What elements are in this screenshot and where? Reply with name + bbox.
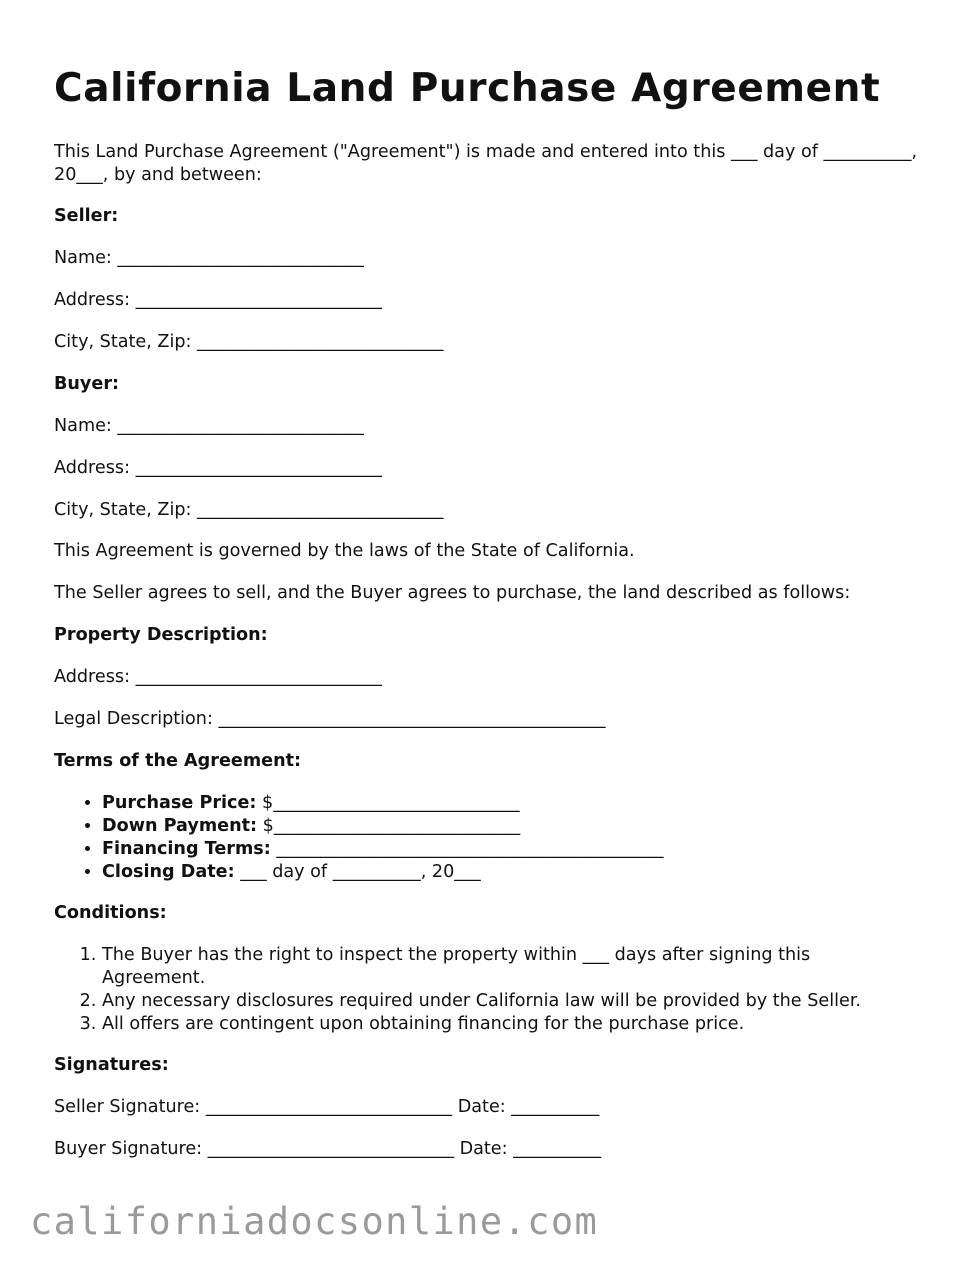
seller-name-field: Name: ____________________________ <box>54 248 364 268</box>
list-item <box>102 792 977 815</box>
buyer-heading: Buyer: <box>54 374 120 394</box>
terms-list <box>54 792 977 884</box>
intro-paragraph: This Land Purchase Agreement ("Agreement") is made and entered into this ___ day of __________, 20___, by and between: <box>54 142 918 185</box>
property-address-field: Address: ____________________________ <box>54 667 382 687</box>
buyer-name-field: Name: ____________________________ <box>54 416 364 436</box>
conditions-list <box>54 944 977 1036</box>
list-item: 1. The Buyer has the right to inspect the property within ___ days after signing this Agreement. <box>102 944 882 990</box>
conditions-heading: Conditions: <box>54 903 167 923</box>
list-item <box>102 838 977 861</box>
list-item: 2. Any necessary disclosures required under California law will be provided by the Seller. <box>102 990 977 1013</box>
seller-city-field: City, State, Zip: ____________________________ <box>54 332 444 352</box>
seller-signature-field: Seller Signature: ____________________________ Date: __________ <box>54 1097 600 1117</box>
governing-law-text: This Agreement is governed by the laws of the State of California. <box>54 541 635 561</box>
buyer-address-field: Address: ____________________________ <box>54 458 382 478</box>
term-label: Financing Terms: <box>102 839 271 859</box>
term-label: Closing Date: <box>102 862 235 882</box>
list-item <box>102 861 977 884</box>
seller-address-field: Address: ____________________________ <box>54 290 382 310</box>
term-value: $____________________________ <box>256 793 520 813</box>
terms-heading: Terms of the Agreement: <box>54 751 302 771</box>
term-value: ___ day of __________, 20___ <box>234 862 481 882</box>
watermark: californiadocsonline.com <box>30 1200 599 1243</box>
signatures-heading: Signatures: <box>54 1055 169 1075</box>
property-heading: Property Description: <box>54 625 268 645</box>
term-value: ____________________________________________ <box>270 839 664 859</box>
term-label: Down Payment: <box>102 816 258 836</box>
legal-description-field: Legal Description: ____________________________________________ <box>54 709 606 729</box>
term-label: Purchase Price: <box>102 793 257 813</box>
sell-statement-text: The Seller agrees to sell, and the Buyer agrees to purchase, the land described as follows: <box>54 583 851 603</box>
term-value: $____________________________ <box>257 816 521 836</box>
page-title: California Land Purchase Agreement <box>54 66 881 111</box>
list-item: 3. All offers are contingent upon obtaining financing for the purchase price. <box>102 1013 977 1036</box>
buyer-city-field: City, State, Zip: ____________________________ <box>54 500 444 520</box>
seller-heading: Seller: <box>54 206 119 226</box>
list-item <box>102 815 977 838</box>
buyer-signature-field: Buyer Signature: ____________________________ Date: __________ <box>54 1139 602 1159</box>
